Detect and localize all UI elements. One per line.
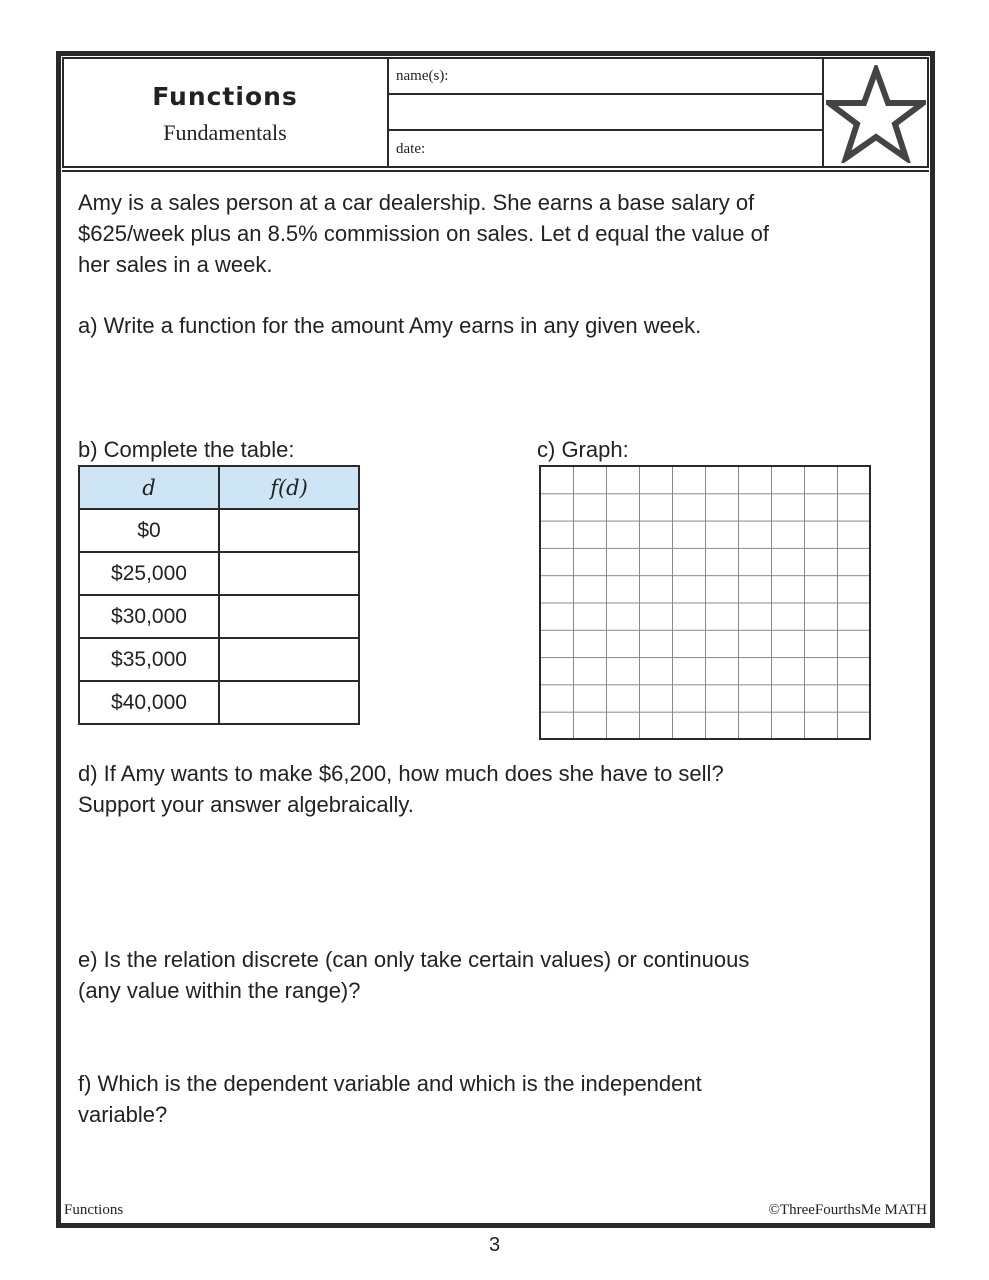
d-cell: $35,000 xyxy=(79,638,219,681)
text-line: d) If Amy wants to make $6,200, how much does she have to sell? xyxy=(78,761,724,786)
text-line: $625/week plus an 8.5% commission on sales. Let d equal the value of xyxy=(78,221,769,246)
footer-right: ©ThreeFourthsMe MATH xyxy=(768,1202,927,1218)
name-label: name(s): xyxy=(396,68,449,84)
worksheet-subtitle: Fundamentals xyxy=(163,120,287,145)
star-icon xyxy=(826,65,926,167)
table-row xyxy=(79,552,359,595)
table-row xyxy=(79,638,359,681)
table-row xyxy=(79,509,359,552)
table-row xyxy=(79,681,359,724)
header-divider xyxy=(62,170,929,172)
answer-cell[interactable] xyxy=(219,638,359,681)
divider xyxy=(388,129,823,131)
name-field[interactable] xyxy=(390,95,822,129)
question-b: b) Complete the table: xyxy=(78,437,295,462)
header-fd: f(d) xyxy=(219,466,359,509)
header-d: d xyxy=(79,466,219,509)
text-line: f) Which is the dependent variable and which is the independent xyxy=(78,1071,702,1096)
question-c: c) Graph: xyxy=(537,437,629,462)
d-cell: $30,000 xyxy=(79,595,219,638)
worksheet-title: Functions xyxy=(152,82,298,111)
answer-cell[interactable] xyxy=(219,681,359,724)
function-table xyxy=(78,465,360,725)
problem-intro xyxy=(78,187,769,280)
answer-cell[interactable] xyxy=(219,509,359,552)
d-cell: $40,000 xyxy=(79,681,219,724)
page-number: 3 xyxy=(488,1234,501,1256)
question-d xyxy=(78,758,724,820)
question-a: a) Write a function for the amount Amy earns in any given week. xyxy=(78,313,702,338)
date-label: date: xyxy=(396,141,426,157)
d-cell: $0 xyxy=(79,509,219,552)
divider xyxy=(822,57,824,168)
divider xyxy=(387,57,389,168)
table-row xyxy=(79,595,359,638)
text-line: variable? xyxy=(78,1102,168,1127)
question-e xyxy=(78,944,749,1006)
answer-cell[interactable] xyxy=(219,595,359,638)
footer-left: Functions xyxy=(64,1202,124,1218)
text-line: e) Is the relation discrete (can only take certain values) or continuous xyxy=(78,947,750,972)
d-cell: $25,000 xyxy=(79,552,219,595)
graph-grid[interactable] xyxy=(539,465,871,740)
text-line: Support your answer algebraically. xyxy=(78,792,414,817)
text-line: (any value within the range)? xyxy=(78,978,361,1003)
text-line: her sales in a week. xyxy=(78,252,273,277)
text-line: Amy is a sales person at a car dealership. She earns a base salary of xyxy=(78,190,755,215)
answer-cell[interactable] xyxy=(219,552,359,595)
question-f xyxy=(78,1068,702,1130)
